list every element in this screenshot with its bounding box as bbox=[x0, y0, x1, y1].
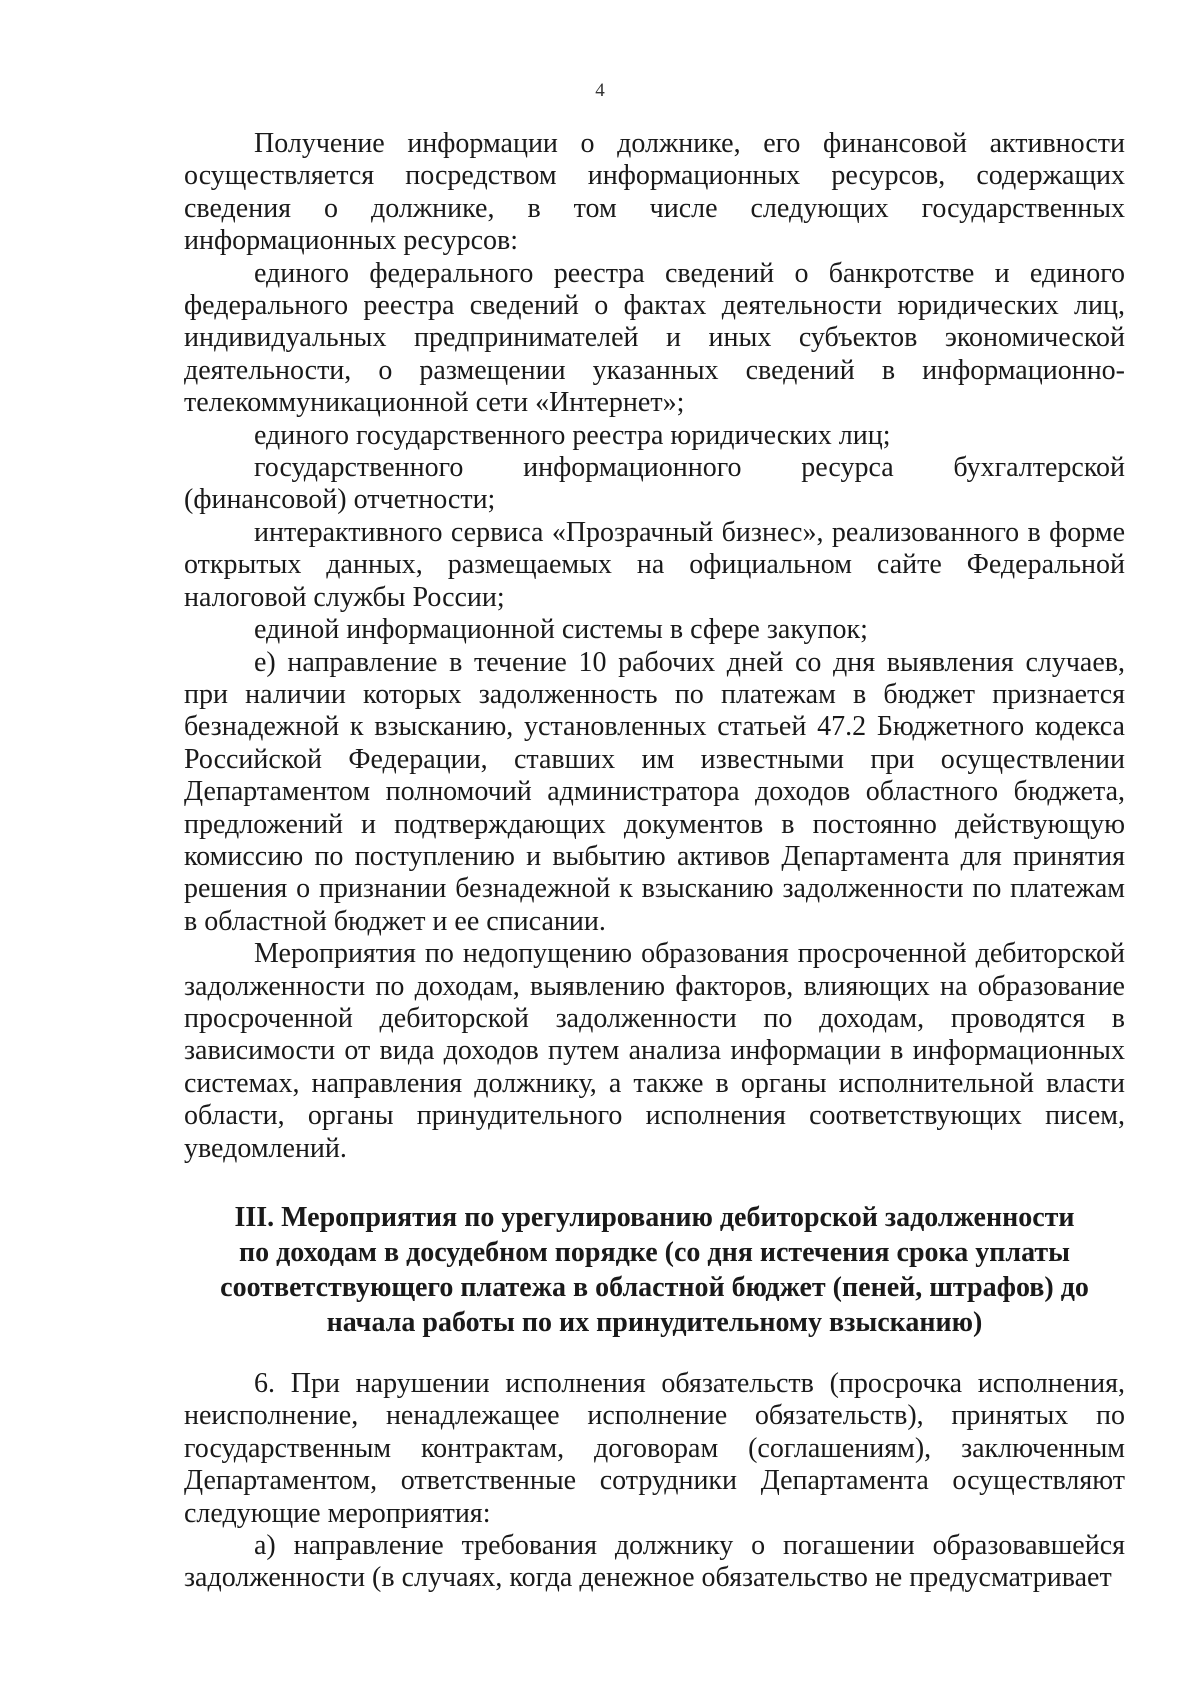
section-heading-line-1: III. Мероприятия по урегулированию дебиторской задолженности bbox=[234, 1202, 1075, 1233]
paragraph-accounting-resource: государственного информационного ресурса бухгалтерской (финансовой) отчетности; bbox=[184, 452, 1125, 516]
section-heading bbox=[184, 1200, 1125, 1340]
paragraph-procurement-system: единой информационной системы в сфере закупок; bbox=[254, 614, 868, 646]
paragraph-bankruptcy-registry: единого федерального реестра сведений о банкротстве и единого федерального реестра сведений о фактах деятельности юридических лиц, индивидуальных предпринимателей и иных субъектов экономической деятельности, о размещении указанных сведений в информационно-телекоммуникационной сети «Интернет»; bbox=[184, 257, 1125, 419]
section-heading-line-3: соответствующего платежа в областной бюджет (пеней, штрафов) до bbox=[220, 1272, 1089, 1303]
section-heading-line-2: по доходам в досудебном порядке (со дня истечения срока уплаты bbox=[238, 1237, 1070, 1268]
section-heading-line-4: начала работы по их принудительному взысканию) bbox=[326, 1307, 983, 1338]
section-text bbox=[184, 1368, 1125, 1595]
paragraph-legal-entities-registry: единого государственного реестра юридических лиц; bbox=[254, 419, 891, 451]
body-text bbox=[184, 128, 1125, 1165]
paragraph-info-sources: Получение информации о должнике, его финансовой активности осуществляется посредством информационных ресурсов, содержащих сведения о должнике, в том числе следующих государственных информационных ресурсов: bbox=[184, 128, 1125, 257]
paragraph-prevention-measures: Мероприятия по недопущению образования просроченной дебиторской задолженности по доходам, выявлению факторов, влияющих на образование просроченной дебиторской задолженности по доходам, проводятся в зависимости от вида доходов путем анализа информации в информационных системах, направления должнику, а также в органы исполнительной власти области, органы принудительного исполнения соответствующих писем, уведомлений. bbox=[184, 938, 1125, 1164]
paragraph-item-6: 6. При нарушении исполнения обязательств (просрочка исполнения, неисполнение, ненадлежащее исполнение обязательств), принятых по государственным контрактам, договорам (соглашениям), заключенным Департаментом, ответственные сотрудники Департамента осуществляют следующие мероприятия: bbox=[184, 1368, 1125, 1529]
paragraph-item-a: а) направление требования должнику о погашении образовавшейся задолженности (в случаях, когда денежное обязательство не предусматривает bbox=[184, 1530, 1125, 1594]
paragraph-item-e: е) направление в течение 10 рабочих дней со дня выявления случаев, при наличии которых задолженность по платежам в бюджет признается безнадежной к взысканию, установленных статьей 47.2 Бюджетного кодекса Российской Федерации, ставших им известными при осуществлении Департаментом полномочий администратора доходов областного бюджета, предложений и подтверждающих документов в постоянно действующую комиссию по поступлению и выбытию активов Департамента для принятия решения о признании безнадежной к взысканию задолженности по платежам в областной бюджет и ее списании. bbox=[184, 646, 1125, 937]
page-number: 4 bbox=[595, 80, 605, 101]
paragraph-transparent-business: интерактивного сервиса «Прозрачный бизнес», реализованного в форме открытых данных, размещаемых на официальном сайте Федеральной налоговой службы России; bbox=[184, 516, 1125, 613]
